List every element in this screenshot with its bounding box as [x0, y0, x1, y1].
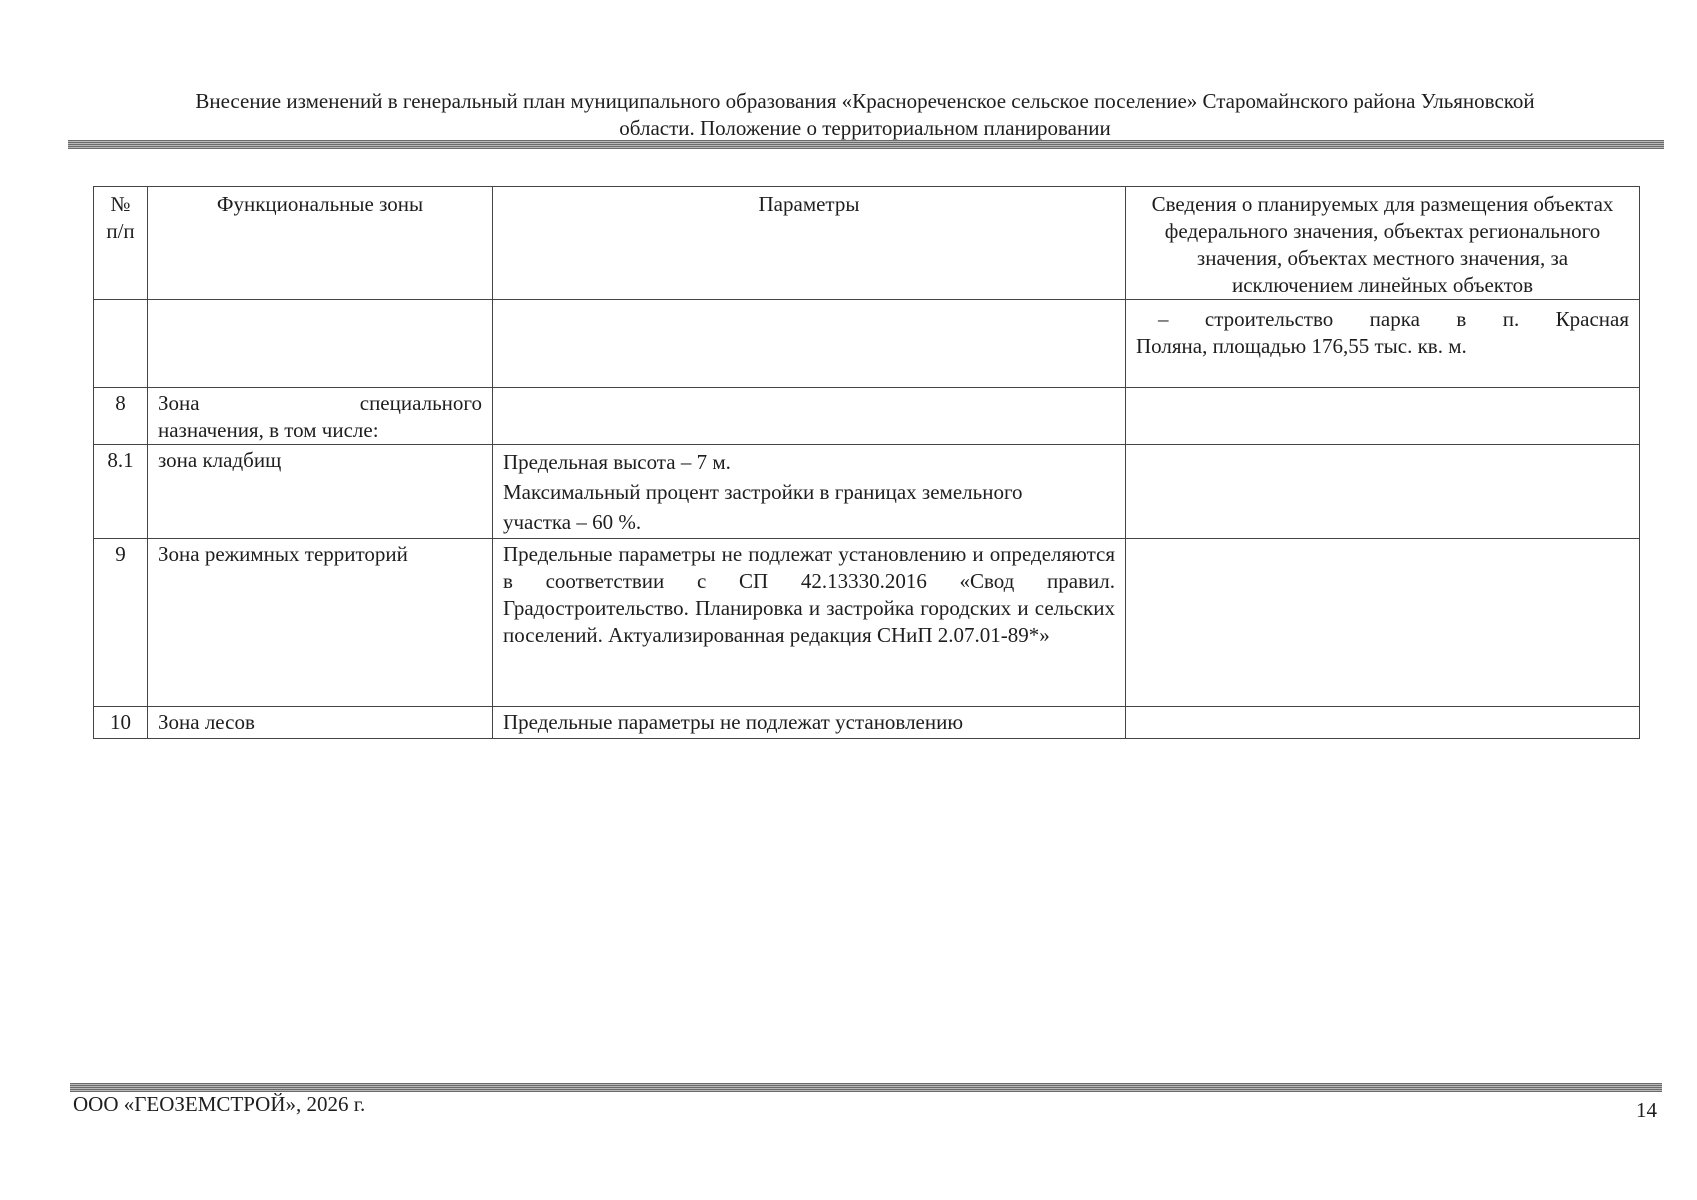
cell-parameters — [493, 300, 1126, 388]
header-rule — [68, 140, 1664, 149]
column-header-zones: Функциональные зоны — [148, 187, 493, 300]
cell-parameters: Предельные параметры не подлежат установлению — [493, 707, 1126, 739]
cell-zone — [148, 388, 493, 445]
table-row — [94, 300, 1640, 388]
column-header-parameters: Параметры — [493, 187, 1126, 300]
header-line-1: Внесение изменений в генеральный план муниципального образования «Краснореченское сельское поселение» Старомайнского района Ульяновской — [195, 89, 1535, 113]
table-header-row — [94, 187, 1640, 300]
cell-number: 8.1 — [94, 445, 148, 539]
cell-number — [94, 300, 148, 388]
cell-info — [1126, 300, 1640, 388]
cell-info-line-2: Поляна, площадью 176,55 тыс. кв. м. — [1136, 334, 1467, 358]
column-header-number-line-1: № — [110, 192, 131, 216]
cell-number: 10 — [94, 707, 148, 739]
column-header-info: Сведения о планируемых для размещения объектах федерального значения, объектах регионального значения, объектах местного значения, за исключением линейных объектов — [1126, 187, 1640, 300]
zones-parameters-table — [93, 186, 1640, 739]
table-row — [94, 707, 1640, 739]
cell-number: 9 — [94, 539, 148, 707]
column-header-number-line-2: п/п — [106, 219, 135, 243]
cell-info — [1126, 707, 1640, 739]
cell-parameters-line-3: участка – 60 %. — [503, 510, 642, 534]
header-line-2: области. Положение о территориальном планировании — [619, 116, 1111, 140]
cell-zone: зона кладбищ — [148, 445, 493, 539]
cell-parameters — [493, 388, 1126, 445]
cell-info — [1126, 388, 1640, 445]
cell-parameters-line-1: Предельная высота – 7 м. — [503, 450, 731, 474]
cell-zone: Зона режимных территорий — [148, 539, 493, 707]
table-row — [94, 539, 1640, 707]
footer-rule — [70, 1083, 1662, 1092]
column-header-number — [94, 187, 148, 300]
cell-zone: Зона лесов — [148, 707, 493, 739]
cell-info-line-1: – строительство парка в п. Красная — [1158, 307, 1629, 331]
footer-organization: ООО «ГЕОЗЕМСТРОЙ», 2026 г. — [73, 1092, 366, 1116]
cell-parameters — [493, 445, 1126, 539]
cell-parameters-line-2: Максимальный процент застройки в границах земельного — [503, 480, 1023, 504]
cell-number: 8 — [94, 388, 148, 445]
cell-parameters: Предельные параметры не подлежат установлению и определяются в соответствии с СП 42.13330.2016 «Свод правил. Градостроительство. Планировка и застройка городских и сельских поселений. Актуализированная редакция СНиП 2.07.01-89*» — [493, 539, 1126, 707]
table-row — [94, 388, 1640, 445]
document-header — [70, 88, 1660, 142]
cell-zone-line-1: Зона специального — [158, 391, 482, 415]
cell-zone-line-2: назначения, в том числе: — [158, 418, 379, 442]
page-number: 14 — [1636, 1098, 1657, 1122]
cell-zone — [148, 300, 493, 388]
table-row — [94, 445, 1640, 539]
cell-info — [1126, 539, 1640, 707]
cell-info — [1126, 445, 1640, 539]
